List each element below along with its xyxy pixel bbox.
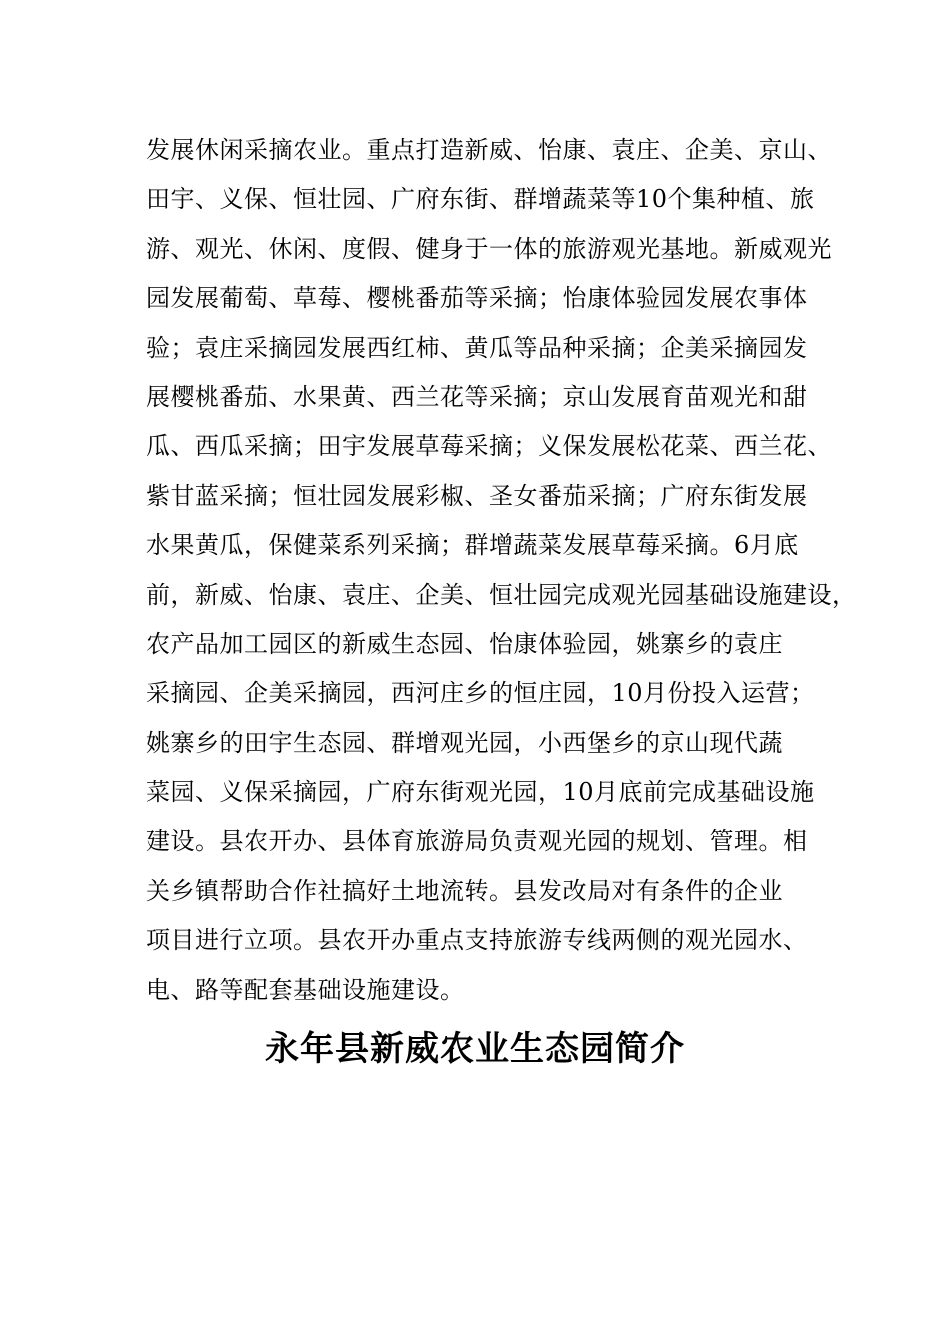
paragraph-line: 采摘园、企美采摘园，西河庄乡的恒庄园，10月份投入运营； bbox=[146, 679, 815, 708]
paragraph-line: 田宇、义保、恒壮园、广府东街、群增蔬菜等10个集种植、旅 bbox=[146, 185, 815, 214]
paragraph-line: 瓜、西瓜采摘；田宇发展草莓采摘；义保发展松花菜、西兰花、 bbox=[146, 432, 832, 461]
paragraph-line: 水果黄瓜，保健菜系列采摘；群增蔬菜发展草莓采摘。6月底 bbox=[146, 531, 799, 560]
paragraph-line: 园发展葡萄、草莓、樱桃番茄等采摘；怡康体验园发展农事体 bbox=[146, 284, 808, 313]
paragraph-line: 电、路等配套基础设施建设。 bbox=[146, 975, 465, 1004]
paragraph-line: 关乡镇帮助合作社搞好土地流转。县发改局对有条件的企业 bbox=[146, 876, 783, 905]
paragraph-line: 前，新威、怡康、袁庄、企美、恒壮园完成观光园基础设施建设， bbox=[146, 580, 857, 609]
paragraph-line: 游、观光、休闲、度假、健身于一体的旅游观光基地。新威观光 bbox=[146, 234, 832, 263]
section-title: 永年县新威农业生态园简介 bbox=[265, 1029, 685, 1069]
paragraph-line: 展樱桃番茄、水果黄、西兰花等采摘；京山发展育苗观光和甜 bbox=[146, 382, 808, 411]
paragraph-line: 项目进行立项。县农开办重点支持旅游专线两侧的观光园水、 bbox=[146, 926, 808, 955]
paragraph-line: 姚寨乡的田宇生态园、群增观光园，小西堡乡的京山现代蔬 bbox=[146, 728, 783, 757]
body-paragraph bbox=[146, 126, 857, 1015]
paragraph-line: 发展休闲采摘农业。重点打造新威、怡康、袁庄、企美、京山、 bbox=[146, 136, 832, 164]
paragraph-line: 紫甘蓝采摘；恒壮园发展彩椒、圣女番茄采摘；广府东街发展 bbox=[146, 481, 808, 510]
paragraph-line: 农产品加工园区的新威生态园、怡康体验园，姚寨乡的袁庄 bbox=[146, 629, 783, 658]
paragraph-line: 验；袁庄采摘园发展西红柿、黄瓜等品种采摘；企美采摘园发 bbox=[146, 333, 808, 362]
paragraph-line: 菜园、义保采摘园，广府东街观光园，10月底前完成基础设施 bbox=[146, 778, 815, 807]
paragraph-line: 建设。县农开办、县体育旅游局负责观光园的规划、管理。相 bbox=[146, 827, 808, 856]
